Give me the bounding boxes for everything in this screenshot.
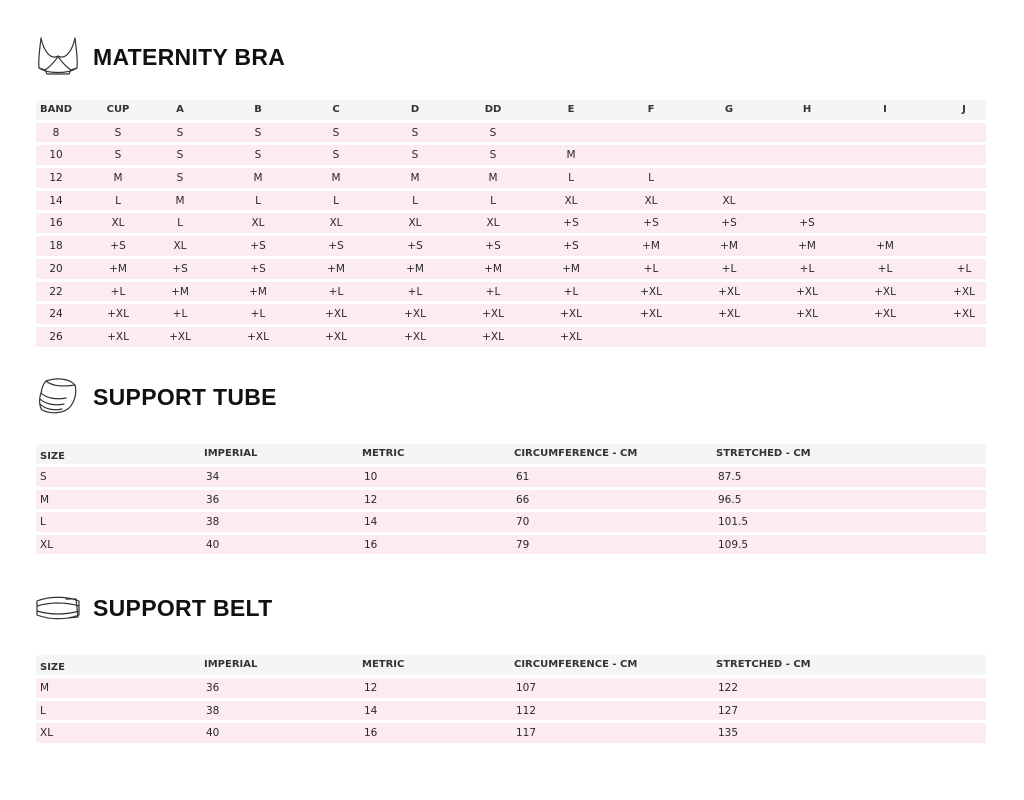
table-row xyxy=(36,213,986,233)
table-cell: +XL xyxy=(560,330,582,343)
table-cell: M xyxy=(175,194,185,207)
table-cell: L xyxy=(40,704,46,717)
table-cell: 22 xyxy=(49,285,63,298)
table-cell: +M xyxy=(109,262,127,275)
table-cell: +XL xyxy=(482,308,504,321)
table-cell: S xyxy=(40,471,47,483)
table-cell: S xyxy=(411,126,419,139)
table-cell: 38 xyxy=(206,704,220,717)
table-cell: +XL xyxy=(325,308,347,321)
column-header: BAND xyxy=(39,104,73,115)
table-cell: +XL xyxy=(107,330,129,343)
table-row xyxy=(36,467,986,487)
bra-icon xyxy=(36,36,80,78)
table-cell: M xyxy=(566,149,576,162)
table-cell: 101.5 xyxy=(718,516,749,528)
table-cell: +XL xyxy=(953,308,975,321)
table-row xyxy=(36,701,986,721)
table-cell: L xyxy=(490,194,496,207)
table-cell: +M xyxy=(798,240,816,253)
column-header: D xyxy=(410,104,420,115)
table-cell: +L xyxy=(328,285,344,298)
table-cell: S xyxy=(176,149,184,162)
table-row xyxy=(36,145,986,165)
table-cell: +S xyxy=(250,262,266,275)
table-cell: +M xyxy=(484,262,502,275)
table-cell: 36 xyxy=(206,493,220,506)
column-header: CIRCUMFERENCE - CM xyxy=(514,659,638,670)
column-header: CUP xyxy=(106,104,130,115)
table-cell: +XL xyxy=(169,330,191,343)
table-cell: XL xyxy=(329,217,343,230)
table-cell: +XL xyxy=(482,330,504,343)
table-cell: 127 xyxy=(718,704,739,717)
table-cell: +XL xyxy=(640,285,662,298)
column-header: DD xyxy=(484,104,502,115)
table-row xyxy=(36,490,986,510)
column-header: F xyxy=(647,104,655,115)
table-cell: +XL xyxy=(404,330,426,343)
table-cell: 12 xyxy=(364,493,378,506)
column-header: SIZE xyxy=(40,662,66,673)
table-cell: +XL xyxy=(796,285,818,298)
table-cell: 16 xyxy=(364,538,378,551)
table-cell: +L xyxy=(172,308,188,321)
section-support-belt xyxy=(36,587,436,633)
table-cell: +S xyxy=(110,240,126,253)
table-row xyxy=(36,191,986,211)
table-cell: S xyxy=(176,126,184,139)
table-row xyxy=(36,512,986,532)
table-cell: L xyxy=(255,194,261,207)
table-cell: L xyxy=(40,516,46,528)
table-cell: XL xyxy=(722,194,736,207)
table-cell: 122 xyxy=(718,682,739,694)
column-header: STRETCHED - CM xyxy=(716,448,811,459)
table-cell: 117 xyxy=(516,727,537,739)
table-cell: 14 xyxy=(49,194,63,207)
column-header: C xyxy=(332,104,340,115)
table-cell: +XL xyxy=(874,308,896,321)
table-row xyxy=(36,327,986,347)
table-cell: +S xyxy=(563,240,579,253)
table-cell: +XL xyxy=(404,308,426,321)
table-cell: M xyxy=(113,172,123,185)
table-cell: +L xyxy=(799,262,815,275)
table-cell: +M xyxy=(720,240,738,253)
table-cell: 135 xyxy=(718,727,739,739)
section-maternity-bra xyxy=(36,36,436,82)
table-cell: 16 xyxy=(49,217,63,230)
table-cell: S xyxy=(114,149,122,162)
table-cell: 14 xyxy=(364,516,378,528)
table-cell: +M xyxy=(876,240,894,253)
column-header: STRETCHED - CM xyxy=(716,659,811,670)
table-cell: +XL xyxy=(325,330,347,343)
table-cell: 96.5 xyxy=(718,493,742,506)
table-row xyxy=(36,168,986,188)
table-cell: 24 xyxy=(49,308,63,321)
table-cell: 14 xyxy=(364,704,378,717)
table-cell: L xyxy=(115,194,121,207)
table-cell: XL xyxy=(111,217,125,230)
table-cell: L xyxy=(412,194,418,207)
table-cell: 61 xyxy=(516,471,530,483)
column-header: IMPERIAL xyxy=(204,448,258,459)
table-cell: XL xyxy=(40,727,54,739)
table-cell: +M xyxy=(171,285,189,298)
table-cell: S xyxy=(332,126,340,139)
table-cell: L xyxy=(568,172,574,185)
support-belt-icon xyxy=(36,587,80,629)
table-cell: +S xyxy=(172,262,188,275)
table-cell: 36 xyxy=(206,682,220,694)
table-cell: S xyxy=(176,172,184,185)
table-row xyxy=(36,678,986,698)
table-cell: +L xyxy=(407,285,423,298)
table-cell: +S xyxy=(643,217,659,230)
table-cell: 79 xyxy=(516,538,530,551)
table-cell: M xyxy=(488,172,498,185)
table-cell: +S xyxy=(328,240,344,253)
table-cell: 34 xyxy=(206,471,220,483)
table-cell: +S xyxy=(799,217,815,230)
column-header: METRIC xyxy=(362,659,405,670)
table-cell: XL xyxy=(564,194,578,207)
support-belt-table xyxy=(36,655,986,746)
table-cell: +XL xyxy=(718,308,740,321)
table-cell: +S xyxy=(563,217,579,230)
table-row xyxy=(36,304,986,324)
table-cell: +M xyxy=(249,285,267,298)
table-cell: +L xyxy=(110,285,126,298)
table-cell: +XL xyxy=(953,285,975,298)
table-cell: 16 xyxy=(364,727,378,739)
table-cell: +M xyxy=(406,262,424,275)
support-tube-table xyxy=(36,444,986,557)
table-cell: 38 xyxy=(206,516,220,528)
column-header: B xyxy=(254,104,262,115)
column-header: G xyxy=(724,104,734,115)
column-header: E xyxy=(567,104,575,115)
table-cell: +L xyxy=(721,262,737,275)
table-cell: +S xyxy=(407,240,423,253)
table-cell: S xyxy=(489,149,497,162)
table-cell: 12 xyxy=(49,172,63,185)
table-cell: XL xyxy=(644,194,658,207)
table-cell: 8 xyxy=(52,126,60,139)
table-cell: +S xyxy=(250,240,266,253)
table-cell: 40 xyxy=(206,538,220,551)
table-cell: S xyxy=(489,126,497,139)
table-cell: +M xyxy=(642,240,660,253)
maternity-bra-table xyxy=(36,100,986,350)
table-cell: 70 xyxy=(516,516,530,528)
table-cell: +L xyxy=(250,308,266,321)
table-cell: S xyxy=(254,149,262,162)
table-cell: +XL xyxy=(796,308,818,321)
table-cell: L xyxy=(177,217,183,230)
column-header: H xyxy=(802,104,812,115)
table-cell: 10 xyxy=(364,471,378,483)
table-cell: S xyxy=(254,126,262,139)
column-header: SIZE xyxy=(40,451,66,462)
table-cell: 18 xyxy=(49,240,63,253)
table-cell: +XL xyxy=(718,285,740,298)
table-cell: S xyxy=(114,126,122,139)
table-cell: 10 xyxy=(49,149,63,162)
table-cell: +XL xyxy=(107,308,129,321)
table-cell: L xyxy=(333,194,339,207)
table-cell: M xyxy=(40,682,50,694)
table-row xyxy=(36,123,986,143)
table-cell: 66 xyxy=(516,493,530,506)
table-cell: +L xyxy=(643,262,659,275)
table-header-row xyxy=(36,655,986,675)
column-header: METRIC xyxy=(362,448,405,459)
table-cell: M xyxy=(331,172,341,185)
table-cell: XL xyxy=(173,240,187,253)
table-cell: +XL xyxy=(247,330,269,343)
table-cell: +XL xyxy=(874,285,896,298)
table-cell: +L xyxy=(563,285,579,298)
table-cell: 40 xyxy=(206,727,220,739)
section-title: MATERNITY BRA xyxy=(93,44,286,70)
table-cell: XL xyxy=(486,217,500,230)
table-cell: 109.5 xyxy=(718,538,749,551)
column-header: A xyxy=(176,104,184,115)
table-row xyxy=(36,723,986,743)
table-row xyxy=(36,259,986,279)
column-header: CIRCUMFERENCE - CM xyxy=(514,448,638,459)
section-title: SUPPORT BELT xyxy=(93,595,273,621)
table-cell: M xyxy=(410,172,420,185)
table-cell: +M xyxy=(327,262,345,275)
table-cell: S xyxy=(411,149,419,162)
table-cell: M xyxy=(253,172,263,185)
table-cell: +XL xyxy=(640,308,662,321)
table-cell: 87.5 xyxy=(718,471,742,483)
table-cell: L xyxy=(648,172,654,185)
table-cell: +L xyxy=(485,285,501,298)
section-title: SUPPORT TUBE xyxy=(93,384,277,410)
table-cell: XL xyxy=(40,538,54,551)
table-header-row xyxy=(36,444,986,464)
table-row xyxy=(36,535,986,555)
table-cell: XL xyxy=(408,217,422,230)
table-cell: +XL xyxy=(560,308,582,321)
table-cell: 112 xyxy=(516,704,537,717)
support-tube-icon xyxy=(36,376,80,418)
table-header-row xyxy=(36,100,986,120)
table-cell: +S xyxy=(721,217,737,230)
table-cell: 20 xyxy=(49,262,63,275)
table-cell: +L xyxy=(877,262,893,275)
table-cell: S xyxy=(332,149,340,162)
table-cell: 107 xyxy=(516,682,537,694)
table-cell: +M xyxy=(562,262,580,275)
table-cell: XL xyxy=(251,217,265,230)
table-cell: 26 xyxy=(49,330,63,343)
column-header: I xyxy=(883,104,887,115)
table-row xyxy=(36,282,986,302)
table-cell: M xyxy=(40,493,50,506)
table-cell: +L xyxy=(956,262,972,275)
table-cell: 12 xyxy=(364,682,378,694)
section-support-tube xyxy=(36,376,436,422)
column-header: IMPERIAL xyxy=(204,659,258,670)
table-row xyxy=(36,236,986,256)
column-header: J xyxy=(962,104,966,115)
table-cell: +S xyxy=(485,240,501,253)
